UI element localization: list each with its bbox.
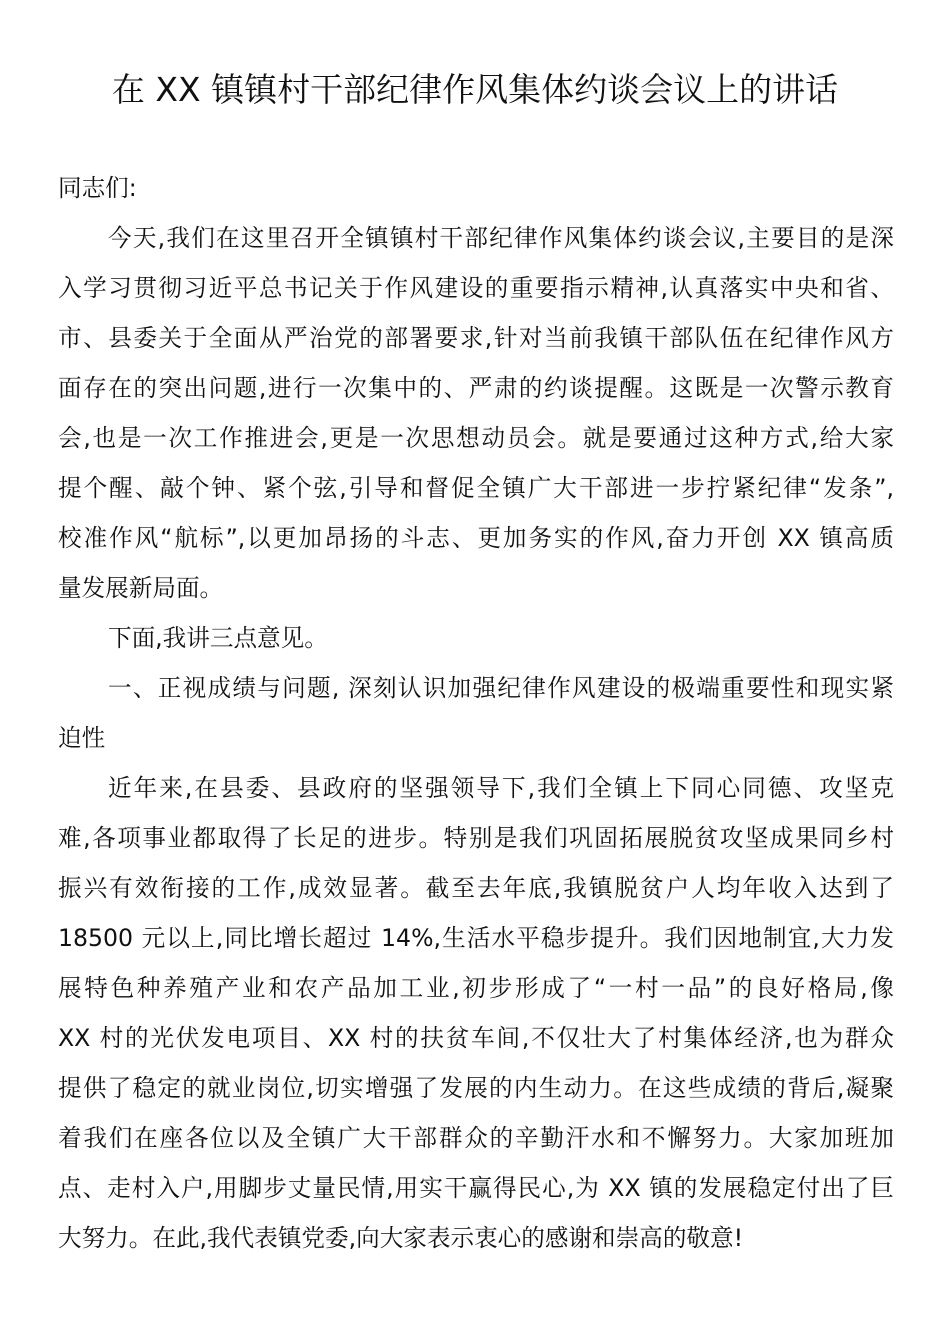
- document-title: 在 XX 镇镇村干部纪律作风集体约谈会议上的讲话: [111, 70, 839, 109]
- paragraph-line: 大努力。在此,我代表镇党委,向大家表示衷心的感谢和崇高的敬意!: [58, 1224, 744, 1252]
- paragraph-line: XX 村的光伏发电项目、XX 村的扶贫车间,不仅壮大了村集体经济,也为群众: [58, 1024, 894, 1052]
- paragraph-line: 提个醒、敲个钟、紧个弦,引导和督促全镇广大干部进一步拧紧纪律“发条”,: [58, 474, 894, 502]
- paragraph-line: 展特色种养殖产业和农产品加工业,初步形成了“一村一品”的良好格局,像: [58, 974, 894, 1002]
- paragraph-line: 提供了稳定的就业岗位,切实增强了发展的内生动力。在这些成绩的背后,凝聚: [58, 1074, 894, 1102]
- paragraph-line: 着我们在座各位以及全镇广大干部群众的辛勤汗水和不懈努力。大家加班加: [58, 1124, 894, 1152]
- paragraph-line: 量发展新局面。: [58, 574, 224, 602]
- paragraph-line: 今天,我们在这里召开全镇镇村干部纪律作风集体约谈会议,主要目的是深: [108, 224, 894, 252]
- section-heading-line: 迫性: [58, 724, 106, 752]
- section-heading-line: 一、正视成绩与问题, 深刻认识加强纪律作风建设的极端重要性和现实紧: [108, 674, 894, 702]
- paragraph-line: 会,也是一次工作推进会,更是一次思想动员会。就是要通过这种方式,给大家: [58, 424, 894, 452]
- paragraph-line: 校准作风“航标”,以更加昂扬的斗志、更加务实的作风,奋力开创 XX 镇高质: [58, 524, 894, 552]
- paragraph-line: 振兴有效衔接的工作,成效显著。截至去年底,我镇脱贫户人均年收入达到了: [58, 874, 894, 902]
- salutation: 同志们:: [58, 174, 137, 202]
- paragraph-line: 18500 元以上,同比增长超过 14%,生活水平稳步提升。我们因地制宜,大力发: [58, 924, 894, 952]
- paragraph-line: 下面,我讲三点意见。: [108, 624, 328, 652]
- paragraph-line: 市、县委关于全面从严治党的部署要求,针对当前我镇干部队伍在纪律作风方: [58, 324, 894, 352]
- document-body: [58, 163, 894, 1263]
- paragraph-line: 点、走村入户,用脚步丈量民情,用实干赢得民心,为 XX 镇的发展稳定付出了巨: [58, 1174, 894, 1202]
- paragraph-line: 入学习贯彻习近平总书记关于作风建设的重要指示精神,认真落实中央和省、: [58, 274, 894, 302]
- paragraph-line: 近年来,在县委、县政府的坚强领导下,我们全镇上下同心同德、攻坚克: [108, 774, 894, 802]
- paragraph-line: 难,各项事业都取得了长足的进步。特别是我们巩固拓展脱贫攻坚成果同乡村: [58, 824, 894, 852]
- paragraph-line: 面存在的突出问题,进行一次集中的、严肃的约谈提醒。这既是一次警示教育: [58, 374, 894, 402]
